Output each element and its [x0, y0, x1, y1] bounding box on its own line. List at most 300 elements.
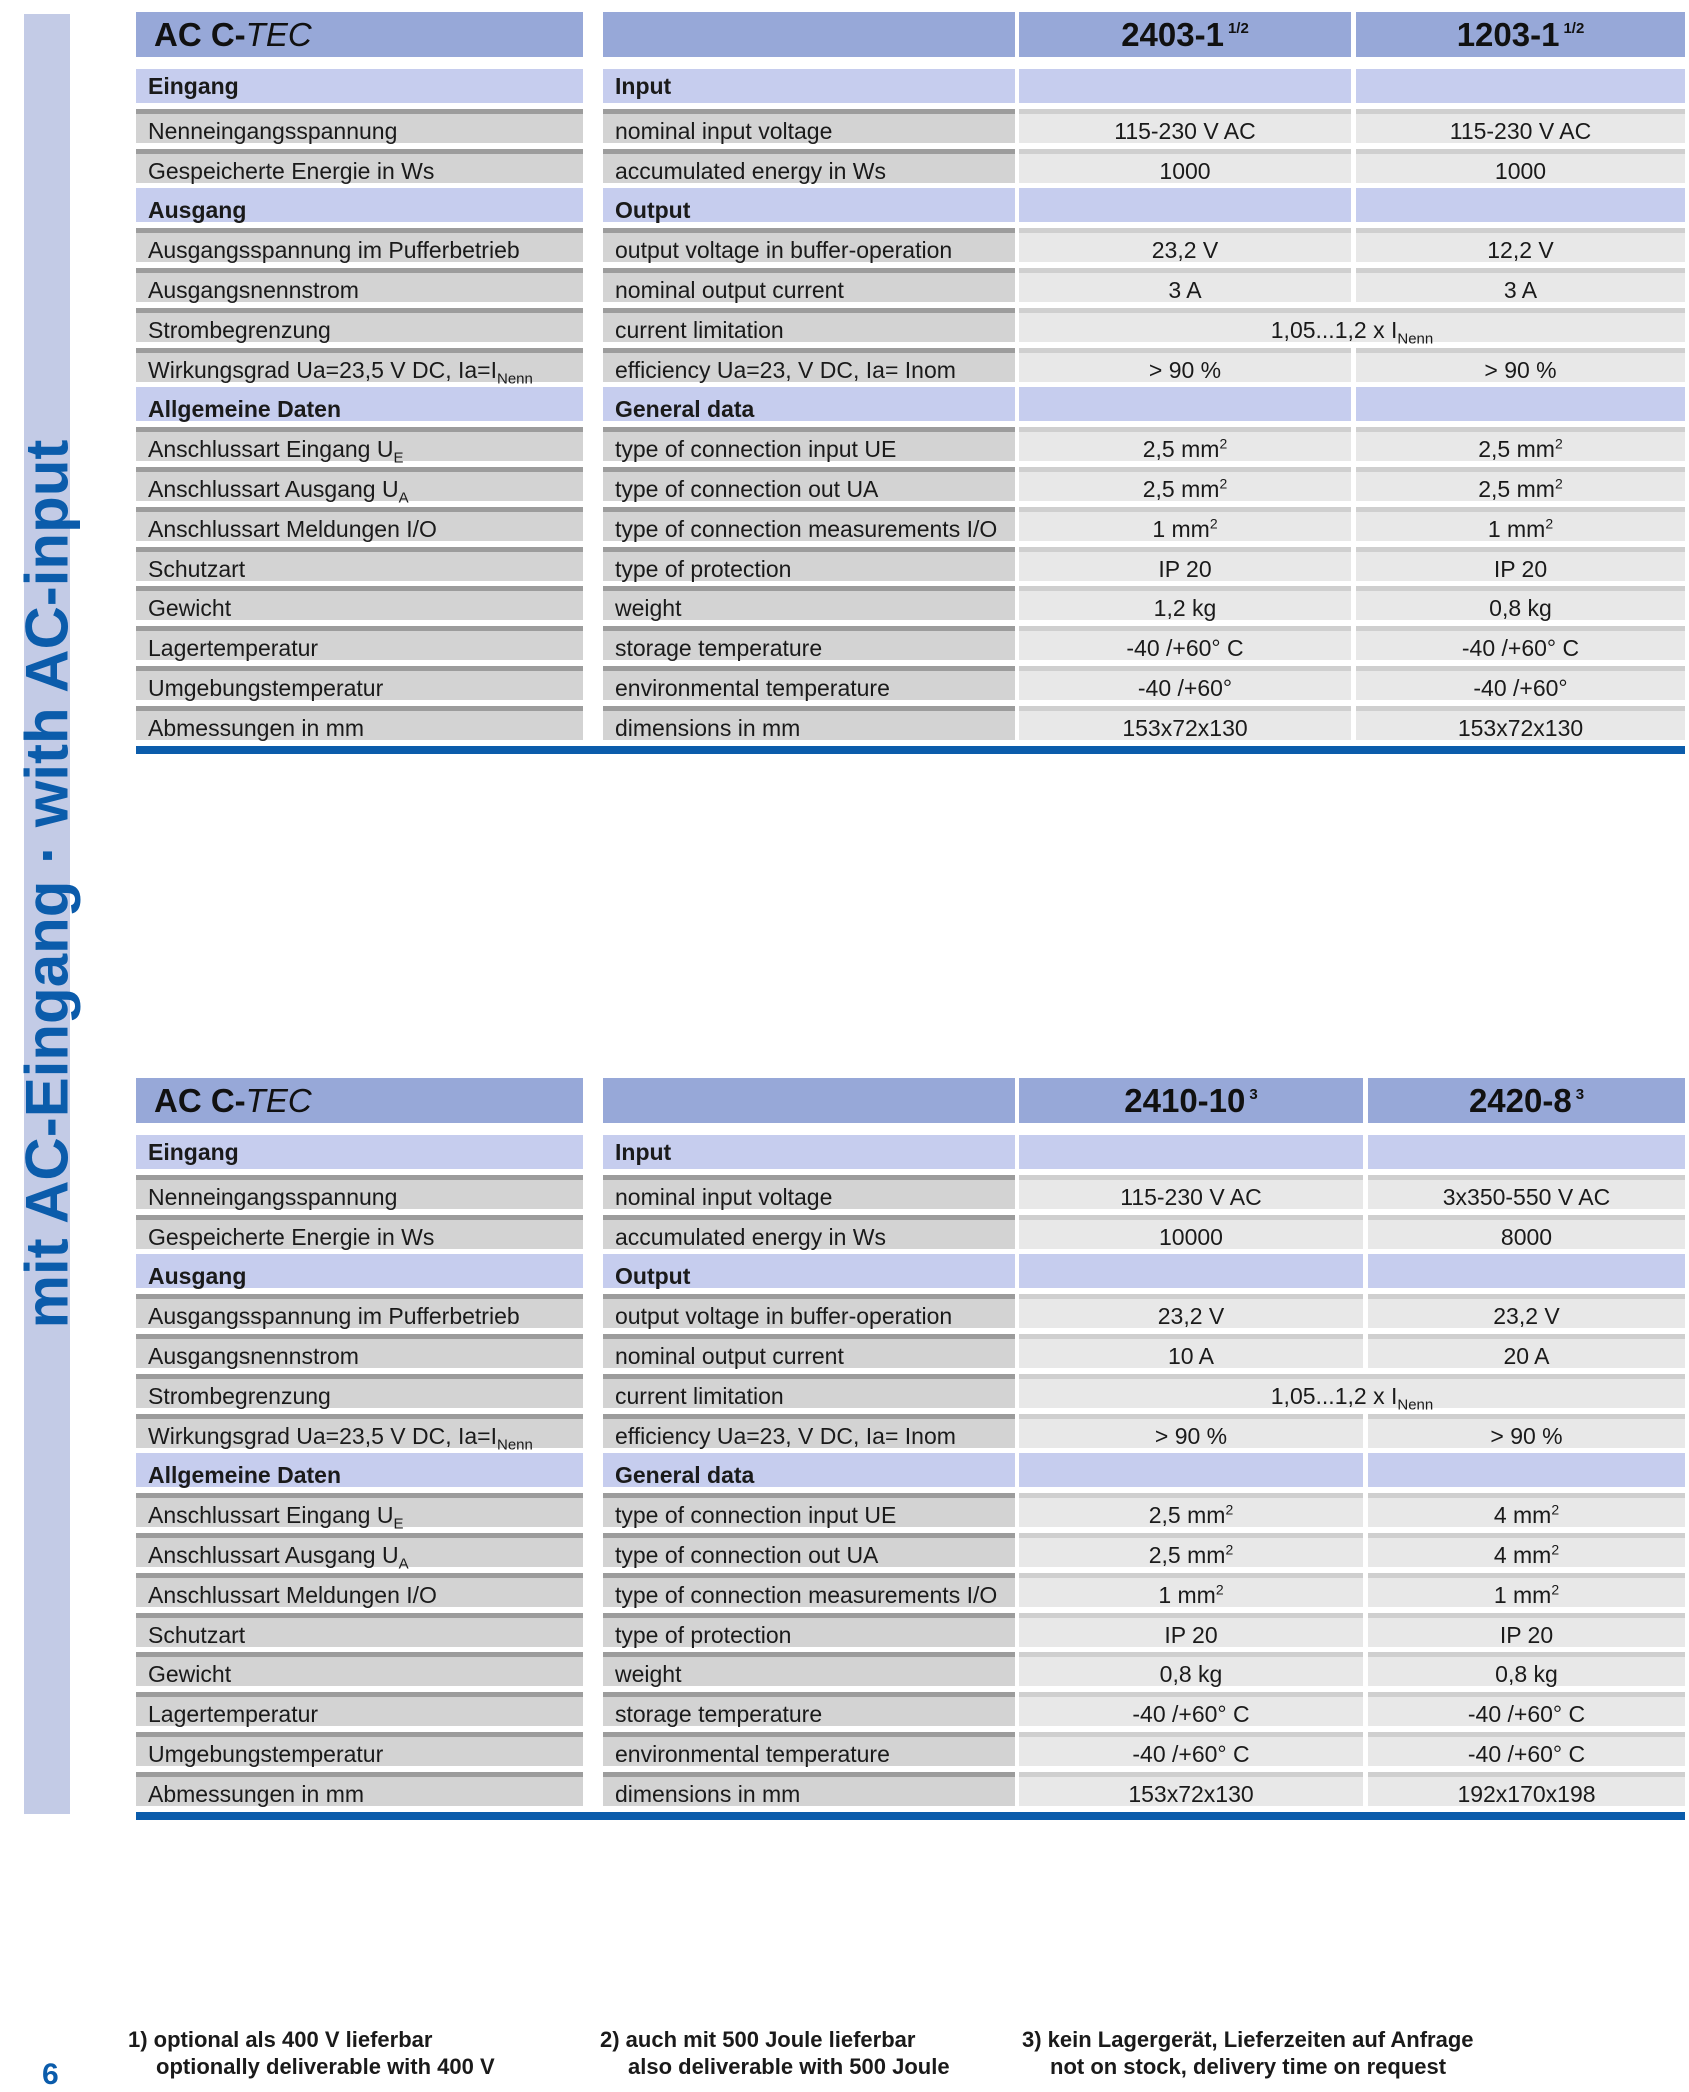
cell-text: Ausgangsnennstrom	[148, 1342, 359, 1369]
value-model-1	[1019, 1732, 1363, 1766]
label-en	[603, 149, 1015, 183]
label-de	[136, 149, 583, 183]
cell-text: -40 /+60° C	[1126, 635, 1244, 662]
superscript: 2	[1219, 475, 1228, 492]
cell-text: 1000	[1494, 157, 1547, 184]
label-de	[136, 1613, 583, 1647]
cell-text: Lagertemperatur	[148, 635, 319, 662]
table-row	[136, 1613, 1685, 1653]
label-de	[136, 1175, 583, 1209]
label-en	[603, 1334, 1015, 1368]
label-en	[603, 188, 1015, 222]
cell-text: -40 /+60° C	[1132, 1701, 1250, 1728]
label-de	[136, 1453, 583, 1487]
label-de	[136, 109, 583, 143]
cell-text: nominal output current	[615, 1342, 844, 1369]
label-en	[603, 1374, 1015, 1408]
table-header	[136, 12, 1685, 57]
cell-text: weight	[615, 1661, 682, 1688]
cell-text: Anschlussart Meldungen I/O	[148, 515, 437, 542]
value-model-1	[1019, 1334, 1363, 1368]
table-row	[136, 1692, 1685, 1732]
label-de	[136, 1493, 583, 1533]
cell-text: weight	[615, 595, 682, 622]
spec-table-1	[136, 12, 1685, 754]
cell-text: IP 20	[1493, 555, 1548, 582]
cell-text: 192x170x198	[1457, 1780, 1596, 1807]
value-model-2	[1356, 706, 1685, 740]
label-de	[136, 1732, 583, 1766]
cell-text: nominal input voltage	[615, 1183, 833, 1210]
value-model-1	[1019, 1692, 1363, 1726]
cell-text: efficiency Ua=23, V DC, Ia= Inom	[615, 1422, 956, 1449]
cell-text: 153x72x130	[1122, 714, 1248, 741]
cell-text: accumulated energy in Ws	[615, 1223, 887, 1250]
label-de	[136, 268, 583, 302]
label-de	[136, 228, 583, 262]
value-model-1	[1019, 706, 1351, 740]
cell-text: Abmessungen in mm	[148, 1780, 365, 1807]
cell-text: 153x72x130	[1128, 1780, 1254, 1807]
value-model-1	[1019, 1135, 1363, 1169]
footnote-2-de: 2) auch mit 500 Joule lieferbar	[600, 2027, 916, 2052]
cell-text: Schutzart	[148, 555, 246, 582]
footnote-2-en: also deliverable with 500 Joule	[628, 2054, 950, 2079]
cell-text: output voltage in buffer-operation	[615, 1303, 953, 1330]
label-en	[603, 1254, 1015, 1288]
value-model-2	[1356, 626, 1685, 660]
cell-text: Strombegrenzung	[148, 316, 331, 343]
cell-text: Anschlussart Eingang U	[148, 1502, 394, 1529]
cell-text: efficiency Ua=23, V DC, Ia= Inom	[615, 356, 956, 383]
label-en	[603, 69, 1015, 103]
model-footnote-ref: 3	[1575, 1086, 1585, 1103]
footnote-3-en: not on stock, delivery time on request	[1050, 2054, 1447, 2079]
cell-text: current limitation	[615, 1382, 784, 1409]
cell-text: Output	[615, 197, 691, 224]
cell-text: Anschlussart Ausgang U	[148, 1541, 399, 1568]
subscript: E	[393, 1515, 404, 1533]
subscript: Nenn	[497, 370, 533, 388]
table-row	[136, 1732, 1685, 1772]
value-model-1	[1019, 1175, 1363, 1209]
value-shared	[1019, 308, 1685, 348]
value-model-1	[1019, 547, 1351, 581]
section-row	[136, 387, 1685, 427]
label-en	[603, 1652, 1015, 1686]
cell-text: Strombegrenzung	[148, 1382, 331, 1409]
cell-text: 1 mm	[1158, 1581, 1216, 1608]
label-de	[136, 387, 583, 421]
cell-text: nominal output current	[615, 276, 844, 303]
header-blank	[603, 1078, 1015, 1123]
label-de	[136, 1334, 583, 1368]
value-model-2	[1356, 69, 1685, 103]
superscript: 2	[1551, 1501, 1560, 1518]
label-de	[136, 1135, 583, 1169]
value-model-1	[1019, 268, 1351, 302]
cell-text: 2,5 mm	[1148, 1541, 1226, 1568]
label-en	[603, 1493, 1015, 1527]
superscript: 2	[1225, 1541, 1234, 1558]
cell-text: type of protection	[615, 555, 792, 582]
cell-text: accumulated energy in Ws	[615, 157, 887, 184]
brand-suffix: TEC	[245, 16, 312, 53]
value-model-2	[1356, 427, 1685, 461]
cell-text: Eingang	[148, 73, 239, 99]
brand-suffix: TEC	[245, 1082, 312, 1119]
cell-text: 1 mm	[1493, 1581, 1552, 1608]
table-row	[136, 1175, 1685, 1215]
label-en	[603, 507, 1015, 541]
subscript: Nenn	[1397, 330, 1434, 348]
table-row	[136, 1334, 1685, 1374]
value-model-1	[1019, 1573, 1363, 1607]
cell-text: -40 /+60° C	[1461, 635, 1580, 662]
label-en	[603, 1175, 1015, 1209]
label-en	[603, 1533, 1015, 1567]
value-model-2	[1356, 188, 1685, 222]
value-model-2	[1368, 1414, 1685, 1448]
label-de	[136, 507, 583, 541]
side-title: mit AC-Eingang · with AC-input	[13, 439, 81, 1329]
model-footnote-ref: 3	[1249, 1086, 1258, 1103]
cell-text: storage temperature	[615, 1701, 823, 1728]
cell-text: 3x350-550 V AC	[1442, 1183, 1611, 1210]
value-model-1	[1019, 228, 1351, 262]
value-model-2	[1368, 1652, 1685, 1686]
cell-text: type of connection out UA	[615, 1541, 879, 1568]
table-row	[136, 626, 1685, 666]
label-en	[603, 308, 1015, 342]
cell-text: Anschlussart Meldungen I/O	[148, 1581, 437, 1608]
superscript: 2	[1551, 1581, 1560, 1598]
model-name: 1203-1	[1456, 16, 1560, 53]
cell-text: output voltage in buffer-operation	[615, 237, 953, 264]
cell-text: Ausgang	[148, 1263, 247, 1290]
cell-text: 153x72x130	[1457, 714, 1584, 741]
value-model-1	[1019, 1254, 1363, 1288]
label-en	[603, 268, 1015, 302]
table-row	[136, 268, 1685, 308]
label-de	[136, 1254, 583, 1288]
label-en	[603, 467, 1015, 501]
label-de	[136, 1692, 583, 1726]
label-en	[603, 1692, 1015, 1726]
label-de	[136, 308, 583, 342]
label-en	[603, 626, 1015, 660]
cell-text: 2,5 mm	[1478, 436, 1555, 463]
cell-text: 2,5 mm	[1142, 475, 1220, 502]
label-de	[136, 666, 583, 700]
cell-text: 1,05...1,2 x I	[1270, 1382, 1398, 1409]
value-model-2	[1356, 149, 1685, 183]
label-de	[136, 1772, 583, 1806]
cell-text: 1 mm	[1152, 515, 1210, 542]
cell-text: environmental temperature	[615, 1740, 890, 1767]
label-de	[136, 1414, 583, 1454]
cell-text: Ausgang	[148, 197, 247, 224]
subscript: Nenn	[497, 1436, 533, 1454]
label-en	[603, 1294, 1015, 1328]
value-model-2	[1368, 1254, 1685, 1288]
superscript: 2	[1554, 475, 1563, 492]
label-de	[136, 1533, 583, 1573]
table-body	[136, 69, 1685, 746]
value-model-1	[1019, 109, 1351, 143]
value-model-1	[1019, 1613, 1363, 1647]
superscript: 2	[1219, 435, 1228, 452]
label-en	[603, 1732, 1015, 1766]
label-de	[136, 69, 583, 103]
cell-text: Wirkungsgrad Ua=23,5 V DC, Ia=I	[148, 356, 497, 383]
label-en	[603, 1772, 1015, 1806]
spec-table-2	[136, 1078, 1685, 1820]
value-model-2	[1368, 1215, 1685, 1249]
cell-text: Output	[615, 1263, 691, 1290]
label-de	[136, 626, 583, 660]
cell-text: IP 20	[1499, 1621, 1554, 1648]
cell-text: 115-230 V AC	[1449, 117, 1592, 144]
value-model-2	[1368, 1613, 1685, 1647]
value-model-2	[1356, 467, 1685, 501]
value-model-2	[1368, 1294, 1685, 1328]
cell-text: 1,2 kg	[1153, 595, 1217, 622]
cell-text: > 90 %	[1148, 356, 1222, 383]
superscript: 2	[1209, 515, 1218, 532]
table-row	[136, 547, 1685, 587]
model-header-2	[1356, 12, 1685, 57]
label-de	[136, 1573, 583, 1607]
footnote-3-de: 3) kein Lagergerät, Lieferzeiten auf Anfrage	[1022, 2027, 1474, 2052]
label-en	[603, 1215, 1015, 1249]
table-row	[136, 348, 1685, 388]
cell-text: Umgebungstemperatur	[148, 674, 384, 701]
value-model-2	[1368, 1453, 1685, 1487]
cell-text: dimensions in mm	[615, 1780, 801, 1807]
label-de	[136, 586, 583, 620]
cell-text: Lagertemperatur	[148, 1701, 319, 1728]
value-shared	[1019, 1374, 1685, 1414]
table-row	[136, 586, 1685, 626]
cell-text: Nenneingangsspannung	[148, 117, 398, 144]
cell-text: 12,2 V	[1487, 237, 1554, 264]
value-model-1	[1019, 1652, 1363, 1686]
table-header	[136, 1078, 1685, 1123]
label-en	[603, 1135, 1015, 1169]
value-model-2	[1368, 1692, 1685, 1726]
value-model-2	[1356, 387, 1685, 421]
cell-text: type of protection	[615, 1621, 792, 1648]
value-model-1	[1019, 586, 1351, 620]
table-row	[136, 1215, 1685, 1255]
section-row	[136, 69, 1685, 109]
cell-text: type of connection input UE	[615, 1502, 897, 1529]
table-row	[136, 706, 1685, 746]
superscript: 2	[1215, 1581, 1224, 1598]
cell-text: 23,2 V	[1151, 237, 1219, 264]
footnote-1-de: 1) optional als 400 V lieferbar	[128, 2027, 433, 2052]
cell-text: Allgemeine Daten	[148, 1462, 341, 1489]
subscript: A	[398, 489, 409, 507]
superscript: 2	[1545, 515, 1554, 532]
cell-text: Eingang	[148, 1139, 239, 1165]
label-de	[136, 467, 583, 507]
model-name: 2410-10	[1124, 1082, 1246, 1119]
table-row	[136, 427, 1685, 467]
value-model-1	[1019, 1772, 1363, 1806]
label-en	[603, 1414, 1015, 1448]
cell-text: 3 A	[1168, 276, 1202, 303]
cell-text: type of connection input UE	[615, 436, 897, 463]
model-footnote-ref: 1/2	[1563, 20, 1585, 37]
cell-text: Abmessungen in mm	[148, 714, 365, 741]
model-header-1	[1019, 1078, 1363, 1123]
table-row	[136, 1652, 1685, 1692]
value-model-1	[1019, 507, 1351, 541]
value-model-2	[1356, 586, 1685, 620]
cell-text: 0,8 kg	[1495, 1661, 1558, 1688]
model-name: 2403-1	[1121, 16, 1224, 53]
label-en	[603, 109, 1015, 143]
value-model-1	[1019, 188, 1351, 222]
value-model-2	[1368, 1772, 1685, 1806]
section-row	[136, 1453, 1685, 1493]
value-model-2	[1368, 1334, 1685, 1368]
cell-text: environmental temperature	[615, 674, 890, 701]
cell-text: 3 A	[1503, 276, 1538, 303]
value-model-1	[1019, 1215, 1363, 1249]
value-model-2	[1356, 547, 1685, 581]
table-row	[136, 467, 1685, 507]
value-model-1	[1019, 467, 1351, 501]
label-en	[603, 1573, 1015, 1607]
label-de	[136, 1374, 583, 1408]
table-row	[136, 308, 1685, 348]
footnote-1	[128, 2026, 495, 2080]
brand-prefix: AC C-	[154, 16, 246, 53]
cell-text: > 90 %	[1484, 356, 1557, 383]
label-de	[136, 547, 583, 581]
label-de	[136, 188, 583, 222]
cell-text: 115-230 V AC	[1120, 1183, 1262, 1210]
cell-text: nominal input voltage	[615, 117, 833, 144]
cell-text: 1 mm	[1487, 515, 1546, 542]
cell-text: Input	[615, 73, 672, 99]
subscript: A	[398, 1555, 409, 1573]
value-model-1	[1019, 1453, 1363, 1487]
table-row	[136, 1493, 1685, 1533]
brand-prefix: AC C-	[154, 1082, 246, 1119]
cell-text: Anschlussart Ausgang U	[148, 475, 399, 502]
model-header-2	[1368, 1078, 1685, 1123]
value-model-1	[1019, 149, 1351, 183]
label-en	[603, 547, 1015, 581]
label-de	[136, 706, 583, 740]
superscript: 2	[1225, 1501, 1234, 1518]
value-model-2	[1368, 1533, 1685, 1567]
model-name: 2420-8	[1468, 1082, 1572, 1119]
cell-text: current limitation	[615, 316, 784, 343]
cell-text: storage temperature	[615, 635, 823, 662]
cell-text: dimensions in mm	[615, 714, 801, 741]
label-en	[603, 348, 1015, 382]
label-en	[603, 387, 1015, 421]
table-end-rule	[136, 746, 1685, 754]
cell-text: IP 20	[1158, 555, 1212, 582]
cell-text: Gewicht	[148, 595, 232, 622]
cell-text: 8000	[1500, 1223, 1553, 1250]
subscript: Nenn	[1397, 1396, 1434, 1414]
cell-text: 115-230 V AC	[1114, 117, 1256, 144]
table-row	[136, 507, 1685, 547]
value-model-1	[1019, 348, 1351, 382]
footnote-2	[600, 2026, 950, 2080]
value-model-2	[1356, 507, 1685, 541]
value-model-2	[1356, 348, 1685, 382]
subscript: E	[393, 449, 404, 467]
label-en	[603, 706, 1015, 740]
label-de	[136, 348, 583, 388]
value-model-2	[1356, 666, 1685, 700]
value-model-2	[1368, 1732, 1685, 1766]
value-model-1	[1019, 69, 1351, 103]
value-model-1	[1019, 1294, 1363, 1328]
label-de	[136, 1652, 583, 1686]
table-row	[136, 1374, 1685, 1414]
cell-text: -40 /+60° C	[1467, 1701, 1586, 1728]
header-blank	[603, 12, 1015, 57]
value-model-1	[1019, 1414, 1363, 1448]
brand-title	[136, 1078, 583, 1123]
table-row	[136, 666, 1685, 706]
cell-text: 23,2 V	[1493, 1303, 1560, 1330]
label-en	[603, 586, 1015, 620]
brand-title	[136, 12, 583, 57]
cell-text: Wirkungsgrad Ua=23,5 V DC, Ia=I	[148, 1422, 497, 1449]
value-model-1	[1019, 1493, 1363, 1527]
table-row	[136, 149, 1685, 189]
cell-text: type of connection out UA	[615, 475, 879, 502]
cell-text: Umgebungstemperatur	[148, 1740, 384, 1767]
value-model-2	[1368, 1175, 1685, 1209]
label-en	[603, 228, 1015, 262]
label-de	[136, 1215, 583, 1249]
cell-text: 4 mm	[1493, 1541, 1552, 1568]
label-en	[603, 1613, 1015, 1647]
value-model-1	[1019, 666, 1351, 700]
cell-text: Ausgangsspannung im Pufferbetrieb	[148, 1303, 520, 1330]
section-row	[136, 1254, 1685, 1294]
cell-text: Gespeicherte Energie in Ws	[148, 1223, 435, 1250]
footnote-1-en: optionally deliverable with 400 V	[156, 2054, 495, 2079]
cell-text: > 90 %	[1490, 1422, 1563, 1449]
cell-text: Anschlussart Eingang U	[148, 436, 394, 463]
cell-text: 10 A	[1167, 1342, 1215, 1369]
cell-text: 10000	[1159, 1223, 1223, 1250]
cell-text: General data	[615, 1462, 755, 1489]
label-en	[603, 666, 1015, 700]
superscript: 2	[1551, 1541, 1560, 1558]
value-model-1	[1019, 1533, 1363, 1567]
section-row	[136, 188, 1685, 228]
cell-text: 0,8 kg	[1159, 1661, 1223, 1688]
value-model-2	[1356, 228, 1685, 262]
cell-text: IP 20	[1164, 1621, 1218, 1648]
cell-text: type of connection measurements I/O	[615, 1581, 998, 1608]
cell-text: 1,05...1,2 x I	[1270, 316, 1398, 343]
cell-text: -40 /+60°	[1473, 674, 1568, 701]
